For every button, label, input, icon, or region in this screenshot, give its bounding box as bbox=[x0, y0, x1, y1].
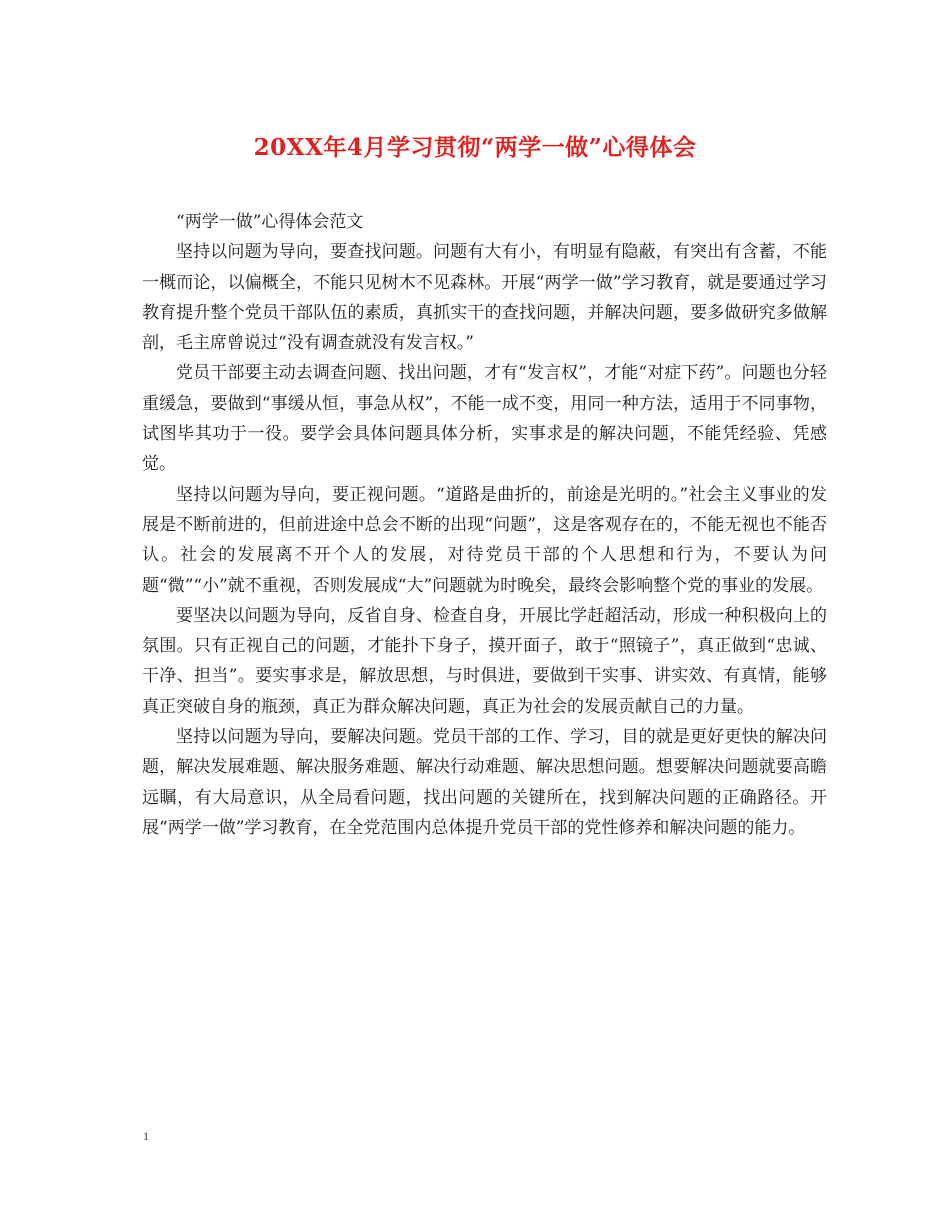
paragraph-3: 坚持以问题为导向，要正视问题。“道路是曲折的，前途是光明的。”社会主义事业的发展是不断前进的，但前进途中总会不断的出现“问题”，这是客观存在的，不能无视也不能否认。社会的发展离不开个人的发展，对待党员干部的个人思想和行为，不要认为问题“微”“小”就不重视，否则发展成“大”问题就为时晚矣，最终会影响整个党的事业的发展。 bbox=[142, 484, 827, 596]
paragraph-4: 要坚决以问题为导向，反省自身、检查自身，开展比学赶超活动，形成一种积极向上的氛围。只有正视自己的问题，才能扑下身子，摸开面子，敢于“照镜子”，真正做到“忠诚、干净、担当”。要实事求是，解放思想，与时俱进，要做到干实事、讲实效、有真情，能够真正突破自身的瓶颈，真正为群众解决问题，真正为社会的发展贡献自己的力量。 bbox=[142, 605, 827, 717]
paragraph-subtitle: “两学一做”心得体会范文 bbox=[176, 212, 364, 232]
page-number: 1 bbox=[143, 1129, 149, 1143]
paragraph-5: 坚持以问题为导向，要解决问题。党员干部的工作、学习，目的就是更好更快的解决问题，解决发展难题、解决服务难题、解决行动难题、解决思想问题。想要解决问题就要高瞻远瞩，有大局意识，从全局看问题，找出问题的关键所在，找到解决问题的正确路径。开展“两学一做”学习教育，在全党范围内总体提升党员干部的党性修养和解决问题的能力。 bbox=[142, 727, 827, 838]
paragraph-1: 坚持以问题为导向，要查找问题。问题有大有小，有明显有隐蔽，有突出有含蓄，不能一概而论，以偏概全，不能只见树木不见森林。开展“两学一做”学习教育，就是要通过学习教育提升整个党员干部队伍的素质，真抓实干的查找问题，并解决问题，要多做研究多做解剖，毛主席曾说过“没有调查就没有发言权。” bbox=[142, 242, 827, 354]
paragraph-2: 党员干部要主动去调查问题、找出问题，才有“发言权”，才能“对症下药”。问题也分轻重缓急，要做到“事缓从恒，事急从权”，不能一成不变，用同一种方法，适用于不同事物，试图毕其功于一役。要学会具体问题具体分析，实事求是的解决问题，不能凭经验、凭感觉。 bbox=[142, 363, 827, 475]
document-body bbox=[142, 207, 827, 843]
document-title: 20XX年4月学习贯彻“两学一做”心得体会 bbox=[253, 134, 697, 161]
